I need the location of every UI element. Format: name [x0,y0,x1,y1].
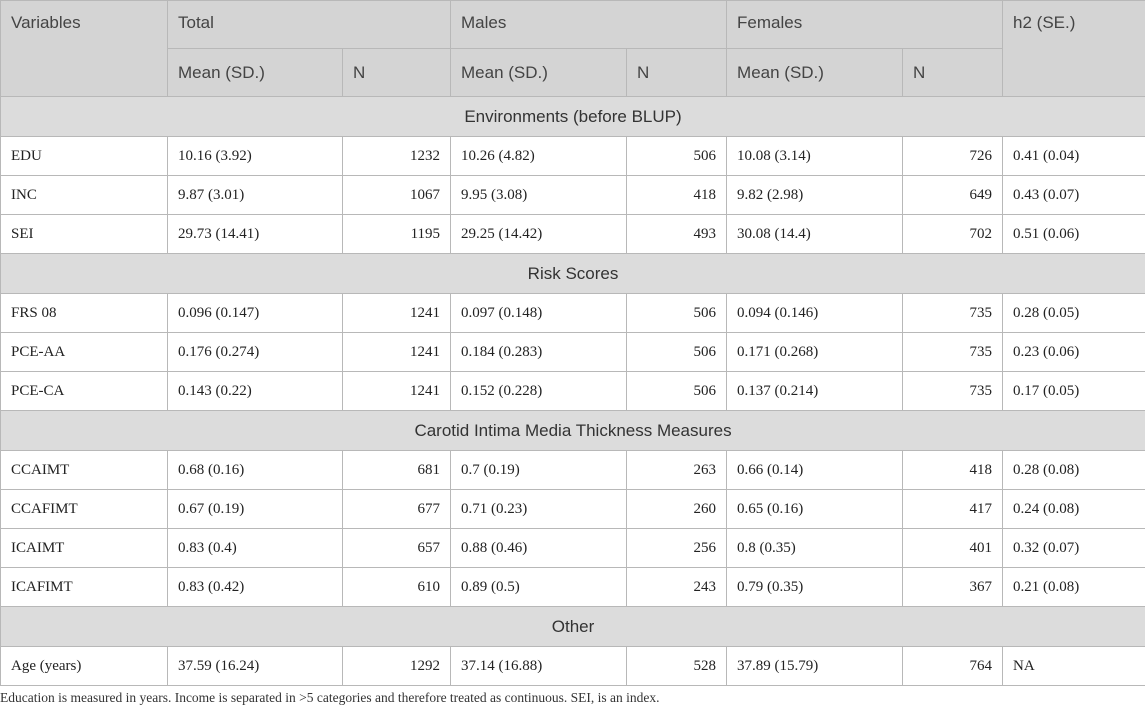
cell-males-mean: 9.95 (3.08) [451,176,627,215]
cell-males-mean: 0.7 (0.19) [451,451,627,490]
cell-variable: SEI [1,215,168,254]
cell-total-mean: 0.67 (0.19) [168,490,343,529]
header-total: Total [168,1,451,49]
cell-males-mean: 0.89 (0.5) [451,568,627,607]
cell-females-n: 649 [903,176,1003,215]
header-total-mean: Mean (SD.) [168,49,343,97]
table-header [1,1,1145,97]
cell-total-n: 1195 [343,215,451,254]
cell-females-mean: 0.65 (0.16) [727,490,903,529]
cell-h2: 0.28 (0.05) [1003,294,1145,333]
table-row [1,137,1145,176]
cell-males-n: 493 [627,215,727,254]
cell-total-mean: 0.096 (0.147) [168,294,343,333]
section-title: Other [1,607,1145,647]
cell-h2: 0.28 (0.08) [1003,451,1145,490]
cell-females-n: 735 [903,294,1003,333]
cell-males-n: 506 [627,372,727,411]
table-footnote: Education is measured in years. Income is separated in >5 categories and therefore treated as continuous. SEI, is an index. [0,690,660,705]
table-row [1,176,1145,215]
cell-total-n: 657 [343,529,451,568]
cell-females-mean: 30.08 (14.4) [727,215,903,254]
cell-females-mean: 37.89 (15.79) [727,647,903,686]
cell-males-n: 243 [627,568,727,607]
cell-females-n: 735 [903,333,1003,372]
table-row [1,490,1145,529]
cell-variable: Age (years) [1,647,168,686]
table-row [1,568,1145,607]
cell-total-mean: 10.16 (3.92) [168,137,343,176]
cell-females-mean: 9.82 (2.98) [727,176,903,215]
section-title: Environments (before BLUP) [1,97,1145,137]
cell-total-mean: 0.83 (0.4) [168,529,343,568]
cell-females-n: 418 [903,451,1003,490]
header-total-n: N [343,49,451,97]
cell-h2: 0.43 (0.07) [1003,176,1145,215]
header-females-mean: Mean (SD.) [727,49,903,97]
cell-variable: FRS 08 [1,294,168,333]
cell-total-n: 1241 [343,333,451,372]
cell-h2: NA [1003,647,1145,686]
cell-females-n: 726 [903,137,1003,176]
header-males-mean: Mean (SD.) [451,49,627,97]
cell-males-mean: 29.25 (14.42) [451,215,627,254]
cell-h2: 0.51 (0.06) [1003,215,1145,254]
cell-variable: CCAIMT [1,451,168,490]
cell-males-mean: 0.88 (0.46) [451,529,627,568]
section-row [1,607,1145,647]
cell-females-mean: 0.66 (0.14) [727,451,903,490]
cell-females-n: 367 [903,568,1003,607]
table-body [1,97,1145,686]
cell-females-mean: 0.137 (0.214) [727,372,903,411]
cell-total-n: 1232 [343,137,451,176]
cell-females-mean: 0.8 (0.35) [727,529,903,568]
cell-females-n: 735 [903,372,1003,411]
cell-total-n: 1241 [343,294,451,333]
cell-males-n: 506 [627,333,727,372]
table-row [1,333,1145,372]
cell-total-mean: 9.87 (3.01) [168,176,343,215]
header-males: Males [451,1,727,49]
cell-females-n: 417 [903,490,1003,529]
cell-variable: ICAFIMT [1,568,168,607]
table-row [1,372,1145,411]
cell-variable: PCE-AA [1,333,168,372]
cell-total-n: 681 [343,451,451,490]
section-title: Carotid Intima Media Thickness Measures [1,411,1145,451]
header-h2: h2 (SE.) [1003,1,1145,97]
cell-total-n: 1241 [343,372,451,411]
cell-males-n: 528 [627,647,727,686]
section-title: Risk Scores [1,254,1145,294]
cell-total-mean: 29.73 (14.41) [168,215,343,254]
cell-variable: PCE-CA [1,372,168,411]
table-row [1,647,1145,686]
table-row [1,529,1145,568]
cell-h2: 0.32 (0.07) [1003,529,1145,568]
cell-variable: INC [1,176,168,215]
cell-females-mean: 0.79 (0.35) [727,568,903,607]
cell-total-mean: 37.59 (16.24) [168,647,343,686]
cell-females-n: 702 [903,215,1003,254]
section-row [1,411,1145,451]
header-variables: Variables [1,1,168,97]
cell-total-n: 1067 [343,176,451,215]
cell-males-n: 260 [627,490,727,529]
cell-males-mean: 0.097 (0.148) [451,294,627,333]
cell-males-n: 418 [627,176,727,215]
cell-males-mean: 37.14 (16.88) [451,647,627,686]
cell-variable: CCAFIMT [1,490,168,529]
cell-females-mean: 0.171 (0.268) [727,333,903,372]
cell-males-mean: 0.184 (0.283) [451,333,627,372]
table-row [1,215,1145,254]
cell-males-n: 263 [627,451,727,490]
cell-h2: 0.24 (0.08) [1003,490,1145,529]
table-row [1,451,1145,490]
section-row [1,254,1145,294]
cell-males-mean: 0.71 (0.23) [451,490,627,529]
cell-females-mean: 10.08 (3.14) [727,137,903,176]
cell-h2: 0.17 (0.05) [1003,372,1145,411]
cell-males-mean: 0.152 (0.228) [451,372,627,411]
cell-total-n: 677 [343,490,451,529]
cell-females-mean: 0.094 (0.146) [727,294,903,333]
cell-females-n: 764 [903,647,1003,686]
cell-h2: 0.23 (0.06) [1003,333,1145,372]
cell-males-mean: 10.26 (4.82) [451,137,627,176]
cell-males-n: 506 [627,137,727,176]
cell-total-n: 610 [343,568,451,607]
header-males-n: N [627,49,727,97]
cell-females-n: 401 [903,529,1003,568]
cell-variable: ICAIMT [1,529,168,568]
header-females: Females [727,1,1003,49]
section-row [1,97,1145,137]
header-females-n: N [903,49,1003,97]
cell-variable: EDU [1,137,168,176]
cell-total-mean: 0.176 (0.274) [168,333,343,372]
cell-h2: 0.41 (0.04) [1003,137,1145,176]
cell-males-n: 256 [627,529,727,568]
table-row [1,294,1145,333]
cell-males-n: 506 [627,294,727,333]
cell-total-mean: 0.68 (0.16) [168,451,343,490]
cell-h2: 0.21 (0.08) [1003,568,1145,607]
cell-total-n: 1292 [343,647,451,686]
cell-total-mean: 0.143 (0.22) [168,372,343,411]
cell-total-mean: 0.83 (0.42) [168,568,343,607]
